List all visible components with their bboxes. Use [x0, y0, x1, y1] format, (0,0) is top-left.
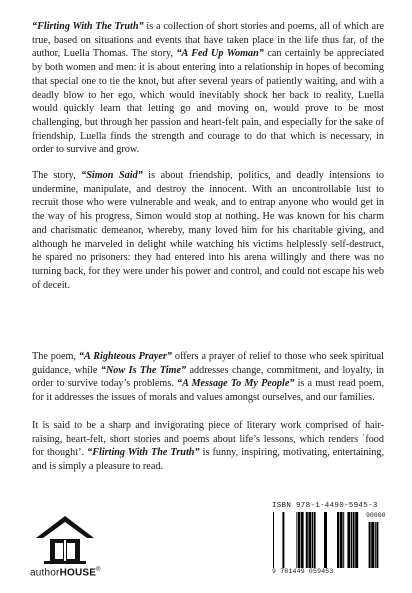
isbn-barcode — [272, 502, 388, 578]
poem-title: “Now Is The Time” — [100, 364, 187, 376]
paragraph-text: can certainly be appreciated by both women and men: it is about entering into a relationship in hopes of becoming that special one to tie the knot, but after several years of patiently waiting, and with a deadly blow to her ego, which would inevitably shock her back to reality, Luella would quickly learn that letting go and moving on, would prove to be most challenging, but through her passion and heart-felt pain, and especially for the sake of friendship, Luella finds the strength and courage to do that which is necessary, in order to survive and grow. — [32, 48, 384, 156]
isbn-label: ISBN 978-1-4490-5945-3 — [272, 502, 378, 510]
barcode-bar — [314, 512, 316, 568]
barcode-bar — [337, 512, 339, 568]
barcode-bar — [301, 512, 304, 568]
poem-title: “A Message To My People” — [177, 378, 295, 390]
paragraph-text: offers a prayer of relief to those who seek spiritual guidance, while — [32, 351, 384, 376]
barcode-bar — [296, 512, 297, 568]
price-barcode-bars — [366, 522, 388, 568]
barcode-bar — [347, 512, 350, 568]
story-title: “Simon Said” — [81, 170, 143, 181]
barcode-bar — [343, 512, 344, 568]
barcode-bar — [306, 512, 308, 568]
paragraph-text: is a collection of short stories and poems, all of which are true, based on situations and events that have taken place in the life thus far, of the author, Luella Thomas. The story, — [32, 21, 384, 60]
paragraph-text: is a must read poem, for it addresses the issues of morals and values amongst ourselves, and our families. — [32, 378, 384, 404]
barcode-bar — [353, 512, 355, 568]
paragraph-text: The story, — [32, 170, 82, 181]
description-paragraph-2 — [32, 169, 384, 292]
barcode-bar — [355, 512, 358, 568]
paragraph-text: It is said to be a sharp and invigorating piece of literary work comprised of hair-raising, heart-felt, short stories and poems about life’s lessons, which renders `food for thought’. — [32, 420, 384, 459]
price-code: 90000 — [366, 512, 386, 519]
barcode-bar — [340, 512, 343, 568]
description-paragraph-3 — [32, 350, 384, 405]
barcode-bar — [273, 512, 274, 568]
story-title: “A Fed Up Woman” — [176, 48, 264, 60]
book-title: “Flirting With The Truth” — [87, 447, 200, 459]
barcode-bar — [371, 522, 374, 568]
description-paragraph-4 — [32, 419, 384, 474]
barcode-bar — [376, 522, 378, 568]
barcode-bar — [369, 522, 371, 568]
book-title: “Flirting With The Truth” — [32, 21, 144, 32]
barcode-bars — [272, 512, 364, 568]
poem-title: “A Righteous Prayer” — [78, 351, 172, 362]
paragraph-text: is about friendship, politics, and deadly intensions to undermine, manipulate, and destroy the innocent. With an uncontrollable lust to recruit those who were vulnerable and weak, and to entrap anyone who would get in the way of his progress, Simon would stop at nothing. He was known for his charm and charismatic demeanor, whereby, many loved him for his charitable giving, and although he marveled in delight while watching his victims helplessly self-destruct, he spared no prisoners: they had entered into his arena willingly and there was no turning back, for they were under his power and control, and could not escape his web of deceit. — [32, 170, 384, 291]
paragraph-text: The poem, — [32, 351, 79, 362]
barcode-bar — [308, 512, 311, 568]
barcode-bar — [324, 512, 327, 568]
paragraph-text: is funny, inspiring, motivating, entertaining, and is simply a pleasure to read. — [32, 447, 385, 473]
publisher-name-part2: HOUSE — [59, 567, 97, 579]
barcode-bar — [298, 512, 300, 568]
house-book-icon — [30, 514, 100, 574]
barcode-bar — [375, 522, 376, 568]
publisher-logo — [30, 567, 101, 578]
barcode-bar — [312, 512, 313, 568]
paragraph-text: addresses change, commitment, and loyalty, in order to survive today’s problems. — [32, 364, 384, 390]
publisher-name-part1: author — [30, 567, 60, 579]
description-paragraph-1 — [32, 20, 384, 157]
barcode-number: 9 781449 059453 — [272, 568, 334, 575]
barcode-bar — [351, 512, 352, 568]
barcode-bar — [282, 512, 284, 568]
registered-mark: ® — [96, 567, 101, 573]
